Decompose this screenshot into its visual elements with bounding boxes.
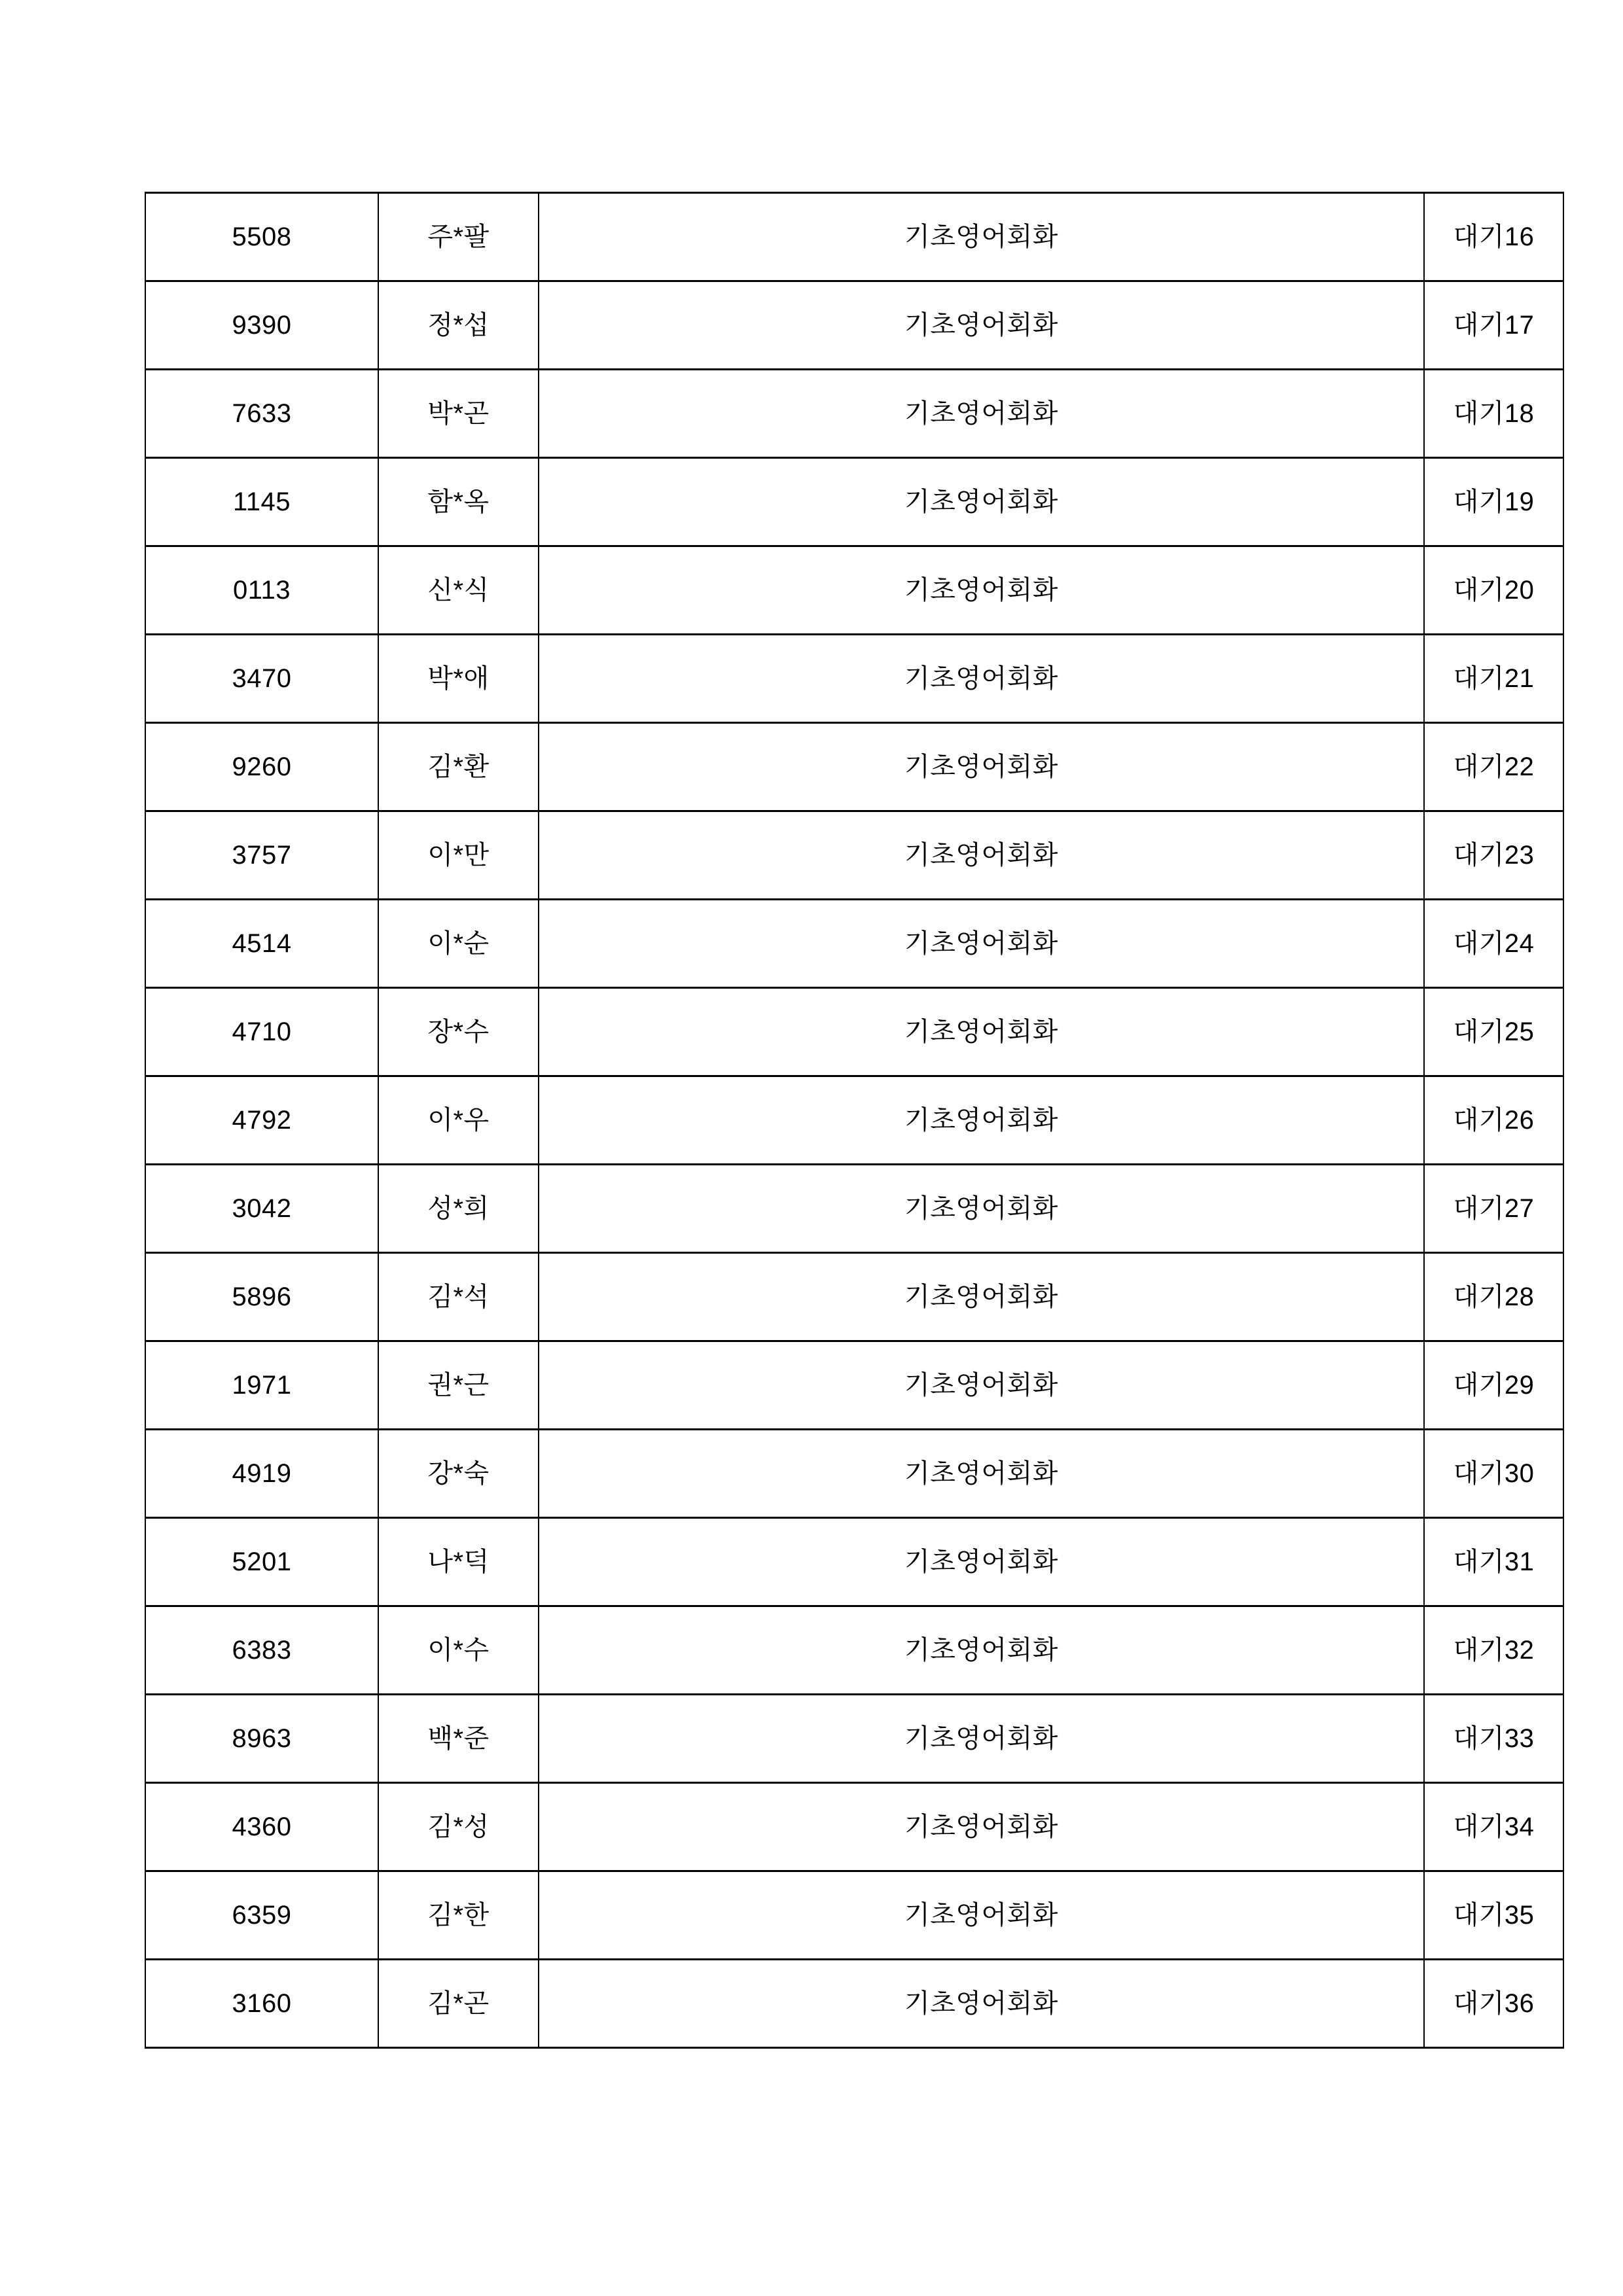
table-row bbox=[145, 1076, 1563, 1165]
cell-registration-number: 5201 bbox=[145, 1518, 378, 1606]
cell-masked-name: 김*곤 bbox=[378, 1960, 539, 2048]
cell-course-name: 기초영어회화 bbox=[539, 723, 1424, 811]
cell-wait-status: 대기35 bbox=[1424, 1871, 1563, 1960]
table-row bbox=[145, 1518, 1563, 1606]
cell-course-name: 기초영어회화 bbox=[539, 1341, 1424, 1430]
cell-registration-number: 3042 bbox=[145, 1165, 378, 1253]
cell-masked-name: 강*숙 bbox=[378, 1430, 539, 1518]
cell-wait-status: 대기23 bbox=[1424, 811, 1563, 900]
cell-course-name: 기초영어회화 bbox=[539, 1076, 1424, 1165]
cell-registration-number: 5896 bbox=[145, 1253, 378, 1341]
cell-wait-status: 대기21 bbox=[1424, 635, 1563, 723]
cell-registration-number: 7633 bbox=[145, 370, 378, 458]
cell-registration-number: 6359 bbox=[145, 1871, 378, 1960]
cell-wait-status: 대기27 bbox=[1424, 1165, 1563, 1253]
cell-wait-status: 대기28 bbox=[1424, 1253, 1563, 1341]
cell-wait-status: 대기17 bbox=[1424, 281, 1563, 370]
table-row bbox=[145, 1253, 1563, 1341]
cell-masked-name: 성*희 bbox=[378, 1165, 539, 1253]
cell-wait-status: 대기25 bbox=[1424, 988, 1563, 1076]
cell-course-name: 기초영어회화 bbox=[539, 988, 1424, 1076]
cell-registration-number: 1145 bbox=[145, 458, 378, 546]
cell-registration-number: 5508 bbox=[145, 193, 378, 281]
cell-registration-number: 4919 bbox=[145, 1430, 378, 1518]
table-row bbox=[145, 1960, 1563, 2048]
cell-masked-name: 김*성 bbox=[378, 1783, 539, 1871]
cell-course-name: 기초영어회화 bbox=[539, 1518, 1424, 1606]
table-row bbox=[145, 1341, 1563, 1430]
cell-registration-number: 4710 bbox=[145, 988, 378, 1076]
cell-wait-status: 대기32 bbox=[1424, 1606, 1563, 1695]
cell-masked-name: 장*수 bbox=[378, 988, 539, 1076]
table-row bbox=[145, 1606, 1563, 1695]
cell-course-name: 기초영어회화 bbox=[539, 546, 1424, 635]
cell-wait-status: 대기20 bbox=[1424, 546, 1563, 635]
cell-masked-name: 신*식 bbox=[378, 546, 539, 635]
cell-masked-name: 백*준 bbox=[378, 1695, 539, 1783]
table-row bbox=[145, 1783, 1563, 1871]
table-row bbox=[145, 811, 1563, 900]
cell-course-name: 기초영어회화 bbox=[539, 1430, 1424, 1518]
table-row bbox=[145, 370, 1563, 458]
cell-registration-number: 1971 bbox=[145, 1341, 378, 1430]
cell-course-name: 기초영어회화 bbox=[539, 1165, 1424, 1253]
table-row bbox=[145, 458, 1563, 546]
cell-masked-name: 정*섭 bbox=[378, 281, 539, 370]
table-row bbox=[145, 1695, 1563, 1783]
table-row bbox=[145, 281, 1563, 370]
cell-registration-number: 3160 bbox=[145, 1960, 378, 2048]
cell-wait-status: 대기31 bbox=[1424, 1518, 1563, 1606]
cell-course-name: 기초영어회화 bbox=[539, 370, 1424, 458]
cell-registration-number: 3757 bbox=[145, 811, 378, 900]
table-row bbox=[145, 1871, 1563, 1960]
cell-course-name: 기초영어회화 bbox=[539, 1783, 1424, 1871]
cell-course-name: 기초영어회화 bbox=[539, 1253, 1424, 1341]
cell-registration-number: 8963 bbox=[145, 1695, 378, 1783]
cell-wait-status: 대기26 bbox=[1424, 1076, 1563, 1165]
cell-registration-number: 4514 bbox=[145, 900, 378, 988]
cell-course-name: 기초영어회화 bbox=[539, 900, 1424, 988]
cell-masked-name: 권*근 bbox=[378, 1341, 539, 1430]
cell-masked-name: 주*팔 bbox=[378, 193, 539, 281]
cell-wait-status: 대기16 bbox=[1424, 193, 1563, 281]
cell-course-name: 기초영어회화 bbox=[539, 1606, 1424, 1695]
cell-course-name: 기초영어회화 bbox=[539, 1871, 1424, 1960]
cell-masked-name: 이*수 bbox=[378, 1606, 539, 1695]
table-row bbox=[145, 546, 1563, 635]
cell-wait-status: 대기19 bbox=[1424, 458, 1563, 546]
table-row bbox=[145, 1430, 1563, 1518]
cell-registration-number: 4792 bbox=[145, 1076, 378, 1165]
table-row bbox=[145, 1165, 1563, 1253]
cell-course-name: 기초영어회화 bbox=[539, 1960, 1424, 2048]
cell-masked-name: 박*애 bbox=[378, 635, 539, 723]
cell-wait-status: 대기18 bbox=[1424, 370, 1563, 458]
cell-course-name: 기초영어회화 bbox=[539, 1695, 1424, 1783]
cell-wait-status: 대기24 bbox=[1424, 900, 1563, 988]
cell-wait-status: 대기22 bbox=[1424, 723, 1563, 811]
cell-course-name: 기초영어회화 bbox=[539, 811, 1424, 900]
cell-wait-status: 대기30 bbox=[1424, 1430, 1563, 1518]
cell-masked-name: 함*옥 bbox=[378, 458, 539, 546]
cell-wait-status: 대기34 bbox=[1424, 1783, 1563, 1871]
table-row bbox=[145, 635, 1563, 723]
cell-registration-number: 4360 bbox=[145, 1783, 378, 1871]
cell-masked-name: 이*우 bbox=[378, 1076, 539, 1165]
cell-course-name: 기초영어회화 bbox=[539, 193, 1424, 281]
cell-wait-status: 대기33 bbox=[1424, 1695, 1563, 1783]
cell-registration-number: 9390 bbox=[145, 281, 378, 370]
cell-registration-number: 3470 bbox=[145, 635, 378, 723]
cell-wait-status: 대기29 bbox=[1424, 1341, 1563, 1430]
cell-wait-status: 대기36 bbox=[1424, 1960, 1563, 2048]
cell-course-name: 기초영어회화 bbox=[539, 281, 1424, 370]
cell-masked-name: 김*환 bbox=[378, 723, 539, 811]
cell-masked-name: 이*순 bbox=[378, 900, 539, 988]
table-row bbox=[145, 723, 1563, 811]
cell-registration-number: 0113 bbox=[145, 546, 378, 635]
waitlist-table bbox=[145, 192, 1564, 2049]
table-row bbox=[145, 193, 1563, 281]
cell-course-name: 기초영어회화 bbox=[539, 458, 1424, 546]
cell-masked-name: 김*석 bbox=[378, 1253, 539, 1341]
table-row bbox=[145, 900, 1563, 988]
cell-course-name: 기초영어회화 bbox=[539, 635, 1424, 723]
waitlist-table-body bbox=[145, 193, 1563, 2048]
cell-masked-name: 나*덕 bbox=[378, 1518, 539, 1606]
table-row bbox=[145, 988, 1563, 1076]
cell-masked-name: 박*곤 bbox=[378, 370, 539, 458]
cell-masked-name: 이*만 bbox=[378, 811, 539, 900]
cell-masked-name: 김*한 bbox=[378, 1871, 539, 1960]
cell-registration-number: 6383 bbox=[145, 1606, 378, 1695]
cell-registration-number: 9260 bbox=[145, 723, 378, 811]
